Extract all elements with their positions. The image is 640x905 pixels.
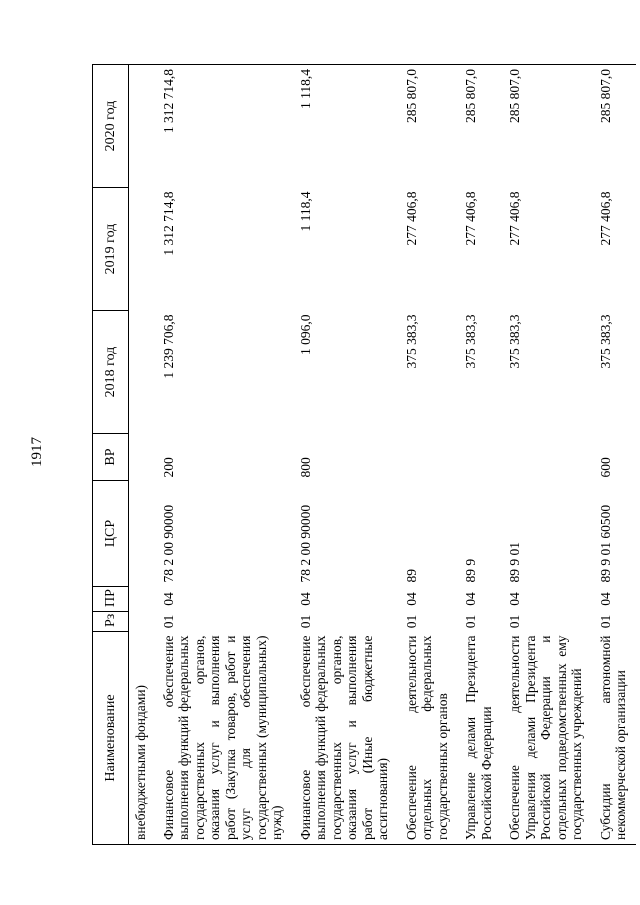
row-2018: 375 383,3 (403, 314, 419, 369)
row-2019: 277 406,8 (403, 191, 419, 246)
row-2019: 277 406,8 (507, 191, 522, 246)
row-2019: 1 118,4 (297, 191, 313, 232)
row-vr: 600 (597, 457, 613, 478)
row-2020: 285 807,0 (501, 65, 592, 188)
row-pr: 04 (463, 592, 478, 606)
row-rz: 01 (507, 614, 522, 629)
row-name: Финансовое обеспечение выполнения функций федеральных государственных органов, оказания услуг и выполнения работ (Закупка товаров, работ и услуг для обеспечения государственных (муниципальных) нужд) (155, 632, 292, 845)
table-row (501, 65, 592, 845)
row-vr (501, 434, 592, 481)
row-2018: 375 383,3 (463, 314, 478, 369)
row-csr: 89 9 01 60500 (597, 504, 613, 583)
budget-table-container (92, 65, 628, 845)
row-2020: 285 807,0 (398, 65, 458, 188)
row-name: Финансовое обеспечение выполнения функций федеральных государственных органов, оказания услуг и выполнения работ (Иные бюджетные ассигнования) (292, 632, 398, 845)
row-2018: 1 096,0 (297, 314, 313, 355)
header-pr: ПР (93, 587, 129, 612)
table-row (398, 65, 458, 845)
row-2020: 285 807,0 (592, 65, 636, 188)
continuation-text: внебюджетными фондами) (129, 632, 155, 845)
row-2019: 277 406,8 (463, 191, 478, 246)
row-pr: 04 (597, 592, 613, 606)
table-row (292, 65, 398, 845)
header-2019: 2019 год (93, 188, 129, 311)
continuation-row (129, 65, 155, 845)
row-2018: 375 383,3 (507, 314, 522, 369)
row-rz: 01 (403, 614, 419, 629)
table-header-row (93, 65, 129, 845)
page-number: 1917 (29, 437, 45, 467)
table-row (457, 65, 501, 845)
row-2020: 285 807,0 (457, 65, 501, 188)
row-rz: 01 (463, 614, 478, 629)
row-pr: 04 (507, 592, 522, 606)
row-pr: 04 (297, 592, 313, 606)
row-vr: 800 (297, 457, 313, 478)
row-2019: 1 312 714,8 (160, 191, 176, 256)
header-2018: 2018 год (93, 311, 129, 434)
table-row (592, 65, 636, 845)
row-csr: 89 9 01 (507, 542, 522, 583)
header-rz: Рз (93, 612, 129, 632)
row-pr: 04 (160, 592, 176, 606)
row-name: Обеспечение деятельности Управления делами Президента Российской Федерации и отдельных подведомственных ему государственных учреждений (501, 632, 592, 845)
row-rz: 01 (597, 614, 613, 629)
row-vr: 200 (160, 457, 176, 478)
header-name: Наименование (93, 632, 129, 845)
row-rz: 01 (160, 614, 176, 629)
row-csr: 89 9 (463, 558, 478, 583)
row-pr: 04 (403, 592, 419, 606)
table-row (155, 65, 292, 845)
row-rz: 01 (297, 614, 313, 629)
row-name: Управление делами Президента Российской Федерации (457, 632, 501, 845)
row-csr: 89 (403, 569, 419, 583)
header-2020: 2020 год (93, 65, 129, 188)
row-csr: 78 2 00 90000 (297, 504, 313, 583)
row-2020: 1 312 714,8 (155, 65, 292, 188)
row-name: Обеспечение деятельности отдельных федеральных государственных органов (398, 632, 458, 845)
header-vr: ВР (93, 434, 129, 481)
row-2020: 1 118,4 (292, 65, 398, 188)
row-2018: 1 239 706,8 (160, 314, 176, 379)
header-csr: ЦСР (93, 481, 129, 587)
row-vr (457, 434, 501, 481)
row-vr (398, 434, 458, 481)
row-name: Субсидии автономной некоммерческой организации (592, 632, 636, 845)
row-2019: 277 406,8 (597, 191, 613, 246)
budget-table (92, 64, 636, 845)
row-2018: 375 383,3 (597, 314, 613, 369)
row-csr: 78 2 00 90000 (160, 504, 176, 583)
